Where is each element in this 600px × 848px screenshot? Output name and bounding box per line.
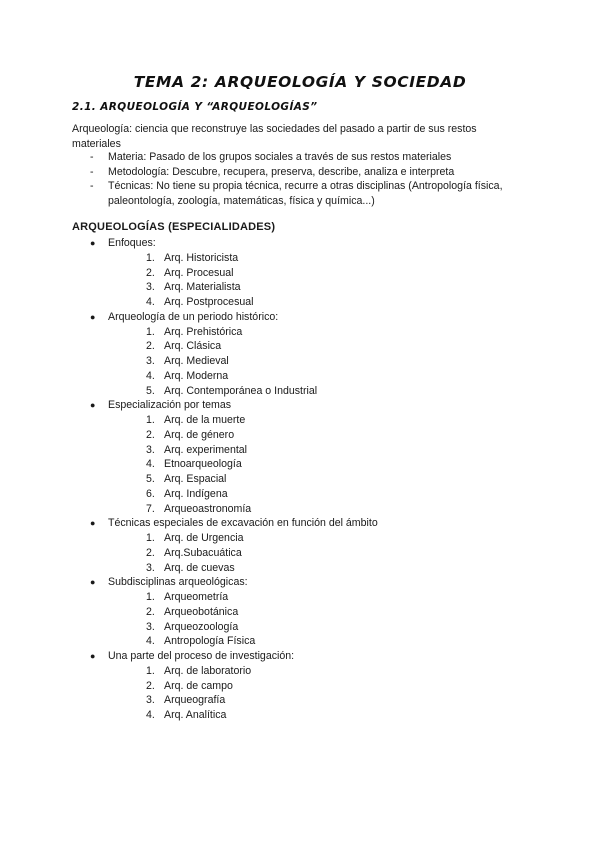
item-number: 1. [146, 532, 155, 544]
outline-subitem [128, 280, 530, 295]
definition-item: - Materia: Pasado de los grupos sociales a través de sus restos materiales [90, 150, 530, 165]
section-subtitle: 2.1. ARQUEOLOGÍA Y “ARQUEOLOGÍAS” [72, 101, 318, 113]
bullet-icon: ● [90, 651, 96, 661]
outline-sublist [108, 531, 530, 575]
outline-subitem [128, 620, 530, 635]
item-number: 3. [146, 443, 155, 456]
outline-subitem-label: Arq. Espacial [164, 473, 227, 485]
outline-group-label: Una parte del proceso de investigación: [108, 650, 295, 662]
outline-subitem [128, 266, 530, 281]
outline-subitem-label: Arq. Postprocesual [164, 296, 254, 308]
outline-subitem-label: Arq. Moderna [164, 369, 229, 382]
item-number: 1. [146, 664, 155, 677]
item-number: 2. [146, 546, 155, 559]
item-number: 3. [146, 355, 155, 367]
outline-subitem-label: Arqueografía [164, 694, 226, 707]
outline-group-label: Técnicas especiales de excavación en función del ámbito [108, 517, 378, 530]
outline-subitem [128, 428, 530, 443]
outline-subitem [128, 708, 530, 723]
outline-group [90, 516, 530, 575]
item-number: 5. [146, 384, 155, 397]
outline-subitem [128, 502, 530, 517]
outline-subitem [128, 605, 530, 620]
outline-subitem [128, 634, 530, 649]
item-number: 1. [146, 591, 155, 603]
outline-subitem [128, 664, 530, 679]
outline-subitem-label: Arq. Analítica [164, 709, 227, 721]
outline-subitem [128, 443, 530, 458]
outline-subitem-label: Arq. Historicista [164, 251, 239, 264]
outline-subitem-label: Arq. Prehistórica [164, 325, 243, 338]
outline-subitem-label: Arq. de campo [164, 679, 233, 692]
outline-subitem [128, 487, 530, 502]
outline-subitem-label: Arqueozoología [164, 620, 239, 633]
item-number: 5. [146, 473, 155, 485]
outline-subitem [128, 384, 530, 399]
outline-subitem [128, 354, 530, 369]
item-number: 1. [146, 251, 155, 264]
item-number: 4. [146, 458, 155, 471]
outline-group-label: Enfoques: [108, 237, 156, 249]
outline-subitem [128, 251, 530, 266]
outline-group [90, 575, 530, 649]
outline-subitem-label: Arq. Materialista [164, 281, 241, 294]
outline-subitem [128, 325, 530, 340]
outline-group [90, 649, 530, 723]
item-number: 3. [146, 281, 155, 294]
item-number: 4. [146, 635, 155, 648]
outline-subitem-label: Etnoarqueología [164, 458, 242, 471]
outline-subitem [128, 590, 530, 605]
item-number: 2. [146, 679, 155, 692]
outline-sublist [108, 664, 530, 723]
outline-subitem [128, 413, 530, 428]
page-title: TEMA 2: ARQUEOLOGÍA Y SOCIEDAD [133, 73, 467, 91]
bullet-icon: ● [90, 518, 96, 529]
item-number: 1. [146, 414, 155, 426]
outline-subitem-label: Arq. de laboratorio [164, 664, 252, 677]
outline-subitem-label: Arq. Procesual [164, 266, 234, 279]
outline-sublist [108, 325, 530, 399]
outline-subitem-label: Arqueometría [164, 591, 229, 603]
item-number: 4. [146, 296, 155, 308]
item-number: 2. [146, 340, 155, 353]
outline-subitem-label: Arq. de género [164, 428, 235, 441]
bullet-icon: ● [90, 238, 96, 248]
item-number: 1. [146, 325, 155, 338]
outline-subitem-label: Arq. Medieval [164, 355, 229, 367]
outline-subitem [128, 339, 530, 354]
item-number: 2. [146, 266, 155, 279]
item-number: 3. [146, 620, 155, 633]
outline-subitem [128, 531, 530, 546]
outline-subitem-label: Arq. de cuevas [164, 561, 235, 574]
outline-sublist [108, 590, 530, 649]
item-number: 7. [146, 502, 155, 515]
section-heading: ARQUEOLOGÍAS (ESPECIALIDADES) [72, 221, 276, 233]
bullet-icon: ● [90, 311, 96, 322]
outline-subitem [128, 369, 530, 384]
item-number: 3. [146, 694, 155, 707]
definition-item: - Técnicas: No tiene su propia técnica, recurre a otras disciplinas (Antropología física, paleontología, zoología, matemáticas, física y química...) [90, 179, 530, 208]
outline-subitem [128, 546, 530, 561]
bullet-icon: ● [90, 400, 96, 411]
outline-subitem-label: Arqueoastronomía [164, 502, 252, 515]
item-number: 4. [146, 709, 155, 721]
outline-subitem-label: Arq. de Urgencia [164, 532, 244, 544]
outline-group [90, 236, 530, 310]
outline-subitem-label: Arq.Subacuática [164, 546, 242, 559]
outline-subitem [128, 457, 530, 472]
outline-subitem-label: Arq. de la muerte [164, 414, 246, 426]
item-number: 4. [146, 369, 155, 382]
outline-subitem [128, 295, 530, 310]
outline-sublist [108, 413, 530, 516]
intro-paragraph: Arqueología: ciencia que reconstruye las sociedades del pasado a partir de sus restos materiales [72, 123, 477, 150]
outline-subitem [128, 561, 530, 576]
outline-subitem [128, 693, 530, 708]
outline-group [90, 398, 530, 516]
outline-subitem-label: Arqueobotánica [164, 605, 239, 618]
outline-group [90, 310, 530, 399]
specialties-outline [90, 236, 530, 723]
item-number: 2. [146, 605, 155, 618]
outline-subitem [128, 472, 530, 487]
outline-group-label: Arqueología de un periodo histórico: [108, 310, 279, 323]
item-number: 3. [146, 561, 155, 574]
item-number: 2. [146, 428, 155, 441]
outline-group-label: Especialización por temas [108, 399, 232, 412]
outline-subitem-label: Arq. Contemporánea o Industrial [164, 384, 318, 397]
outline-subitem-label: Arq. Indígena [164, 487, 228, 500]
outline-subitem-label: Arq. Clásica [164, 340, 222, 353]
outline-group-label: Subdisciplinas arqueológicas: [108, 576, 248, 589]
bullet-icon: ● [90, 577, 96, 588]
definition-item: - Metodología: Descubre, recupera, preserva, describe, analiza e interpreta [90, 165, 530, 180]
outline-subitem [128, 679, 530, 694]
item-number: 6. [146, 487, 155, 500]
outline-subitem-label: Arq. experimental [164, 443, 248, 456]
outline-subitem-label: Antropología Física [164, 635, 256, 648]
definition-list [90, 150, 530, 208]
outline-sublist [108, 251, 530, 310]
